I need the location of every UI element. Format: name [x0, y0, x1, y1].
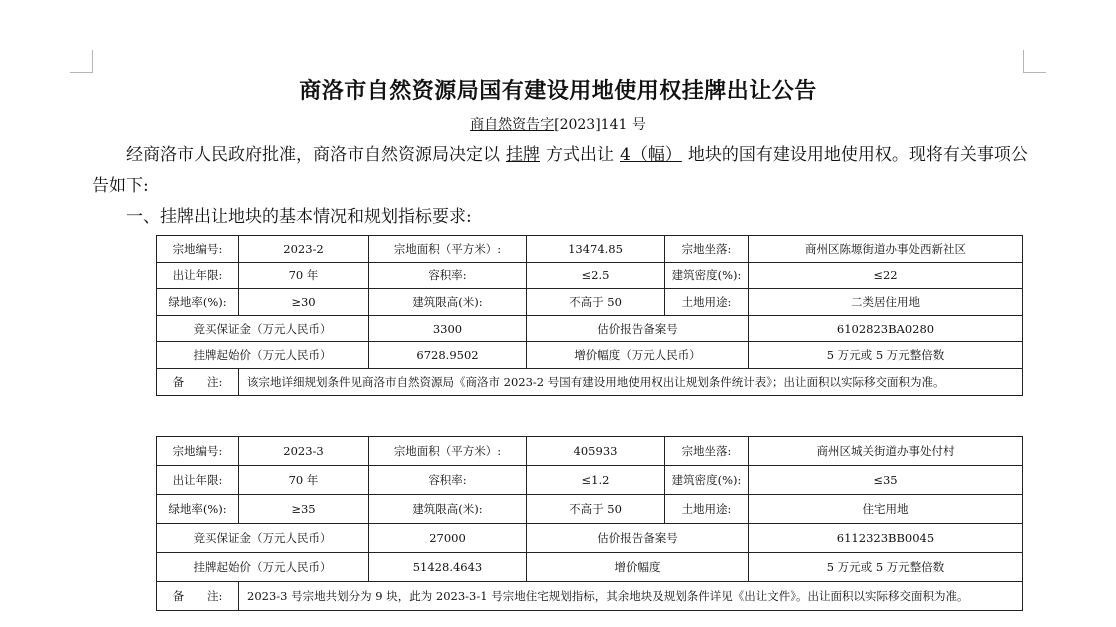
- value-term: 70 年: [239, 466, 369, 495]
- label-parcel-id: 宗地编号:: [157, 437, 239, 466]
- value-deposit: 27000: [369, 524, 527, 553]
- label-density: 建筑密度(%):: [665, 466, 749, 495]
- value-height: 不高于 50: [527, 289, 665, 316]
- value-area: 405933: [527, 437, 665, 466]
- label-area: 宗地面积（平方米）:: [369, 236, 527, 263]
- value-density: ≤22: [749, 262, 1023, 289]
- label-use: 土地用途:: [665, 495, 749, 524]
- table-row: [157, 368, 1023, 395]
- value-deposit: 3300: [369, 315, 527, 342]
- label-increment: 增价幅度（万元人民币）: [527, 342, 749, 369]
- value-location: 商州区城关街道办事处付村: [749, 437, 1023, 466]
- page-corner-mark-right: [1023, 50, 1046, 73]
- section-heading-1: 一、挂牌出让地块的基本情况和规划指标要求:: [126, 207, 472, 227]
- value-report-no: 6102823BA0280: [749, 315, 1023, 342]
- value-note: 2023-3 号宗地共划分为 9 块，此为 2023-3-1 号宗地住宅规划指标，其余地块及规划条件详见《出让文件》。出让面积以实际移交面积为准。: [239, 582, 1023, 611]
- document-number-prefix: 商自然资告字: [470, 117, 555, 133]
- intro-text-b: 方式出让: [546, 145, 614, 165]
- value-location: 商州区陈塬街道办事处西新社区: [749, 236, 1023, 263]
- value-green: ≥30: [239, 289, 369, 316]
- label-far: 容积率:: [369, 262, 527, 289]
- value-parcel-id: 2023-2: [239, 236, 369, 263]
- table-row: [157, 289, 1023, 316]
- value-height: 不高于 50: [527, 495, 665, 524]
- table-row: [157, 495, 1023, 524]
- table-row: [157, 262, 1023, 289]
- label-report-no: 估价报告备案号: [527, 315, 749, 342]
- label-note: 备 注:: [157, 582, 239, 611]
- value-start-price: 6728.9502: [369, 342, 527, 369]
- intro-text-a: 经商洛市人民政府批准，商洛市自然资源局决定以: [126, 145, 500, 165]
- intro-method: 挂牌: [506, 145, 540, 165]
- value-term: 70 年: [239, 262, 369, 289]
- label-term: 出让年限:: [157, 262, 239, 289]
- label-use: 土地用途:: [665, 289, 749, 316]
- label-note: 备 注:: [157, 368, 239, 395]
- label-height: 建筑限高(米):: [369, 289, 527, 316]
- intro-text-c: 地块的国有建设用地使用权。现将有关事项公告如下:: [92, 145, 1028, 196]
- label-location: 宗地坐落:: [665, 437, 749, 466]
- intro-paragraph: [92, 140, 1032, 202]
- value-density: ≤35: [749, 466, 1023, 495]
- table-row: [157, 236, 1023, 263]
- label-green: 绿地率(%):: [157, 289, 239, 316]
- label-start-price: 挂牌起始价（万元人民币）: [157, 553, 369, 582]
- table-row: [157, 553, 1023, 582]
- value-note: 该宗地详细规划条件见商洛市自然资源局《商洛市 2023-2 号国有建设用地使用权出让规划条件统计表》；出让面积以实际移交面积为准。: [239, 368, 1023, 395]
- document-title: 商洛市自然资源局国有建设用地使用权挂牌出让公告: [299, 78, 817, 104]
- label-report-no: 估价报告备案号: [527, 524, 749, 553]
- document-number-suffix: [2023]141 号: [554, 117, 646, 133]
- value-start-price: 51428.4643: [369, 553, 527, 582]
- label-height: 建筑限高(米):: [369, 495, 527, 524]
- intro-count: 4（幅）: [620, 145, 682, 165]
- table-row: [157, 582, 1023, 611]
- label-area: 宗地面积（平方米）:: [369, 437, 527, 466]
- value-use: 住宅用地: [749, 495, 1023, 524]
- value-green: ≥35: [239, 495, 369, 524]
- value-report-no: 6112323BB0045: [749, 524, 1023, 553]
- table-row: [157, 466, 1023, 495]
- table-row: [157, 437, 1023, 466]
- table-row: [157, 342, 1023, 369]
- value-increment: 5 万元或 5 万元整倍数: [749, 342, 1023, 369]
- label-parcel-id: 宗地编号:: [157, 236, 239, 263]
- value-increment: 5 万元或 5 万元整倍数: [749, 553, 1023, 582]
- label-term: 出让年限:: [157, 466, 239, 495]
- table-row: [157, 315, 1023, 342]
- label-deposit: 竞买保证金（万元人民币）: [157, 315, 369, 342]
- label-deposit: 竞买保证金（万元人民币）: [157, 524, 369, 553]
- label-location: 宗地坐落:: [665, 236, 749, 263]
- label-far: 容积率:: [369, 466, 527, 495]
- label-start-price: 挂牌起始价（万元人民币）: [157, 342, 369, 369]
- value-parcel-id: 2023-3: [239, 437, 369, 466]
- parcel-table-2023-3: [156, 436, 1023, 611]
- label-green: 绿地率(%):: [157, 495, 239, 524]
- value-use: 二类居住用地: [749, 289, 1023, 316]
- page-corner-mark-left: [70, 50, 93, 73]
- label-increment: 增价幅度: [527, 553, 749, 582]
- table-row: [157, 524, 1023, 553]
- value-far: ≤1.2: [527, 466, 665, 495]
- document-number: [0, 114, 1116, 134]
- parcel-table-2023-2: [156, 235, 1023, 396]
- label-density: 建筑密度(%):: [665, 262, 749, 289]
- value-area: 13474.85: [527, 236, 665, 263]
- value-far: ≤2.5: [527, 262, 665, 289]
